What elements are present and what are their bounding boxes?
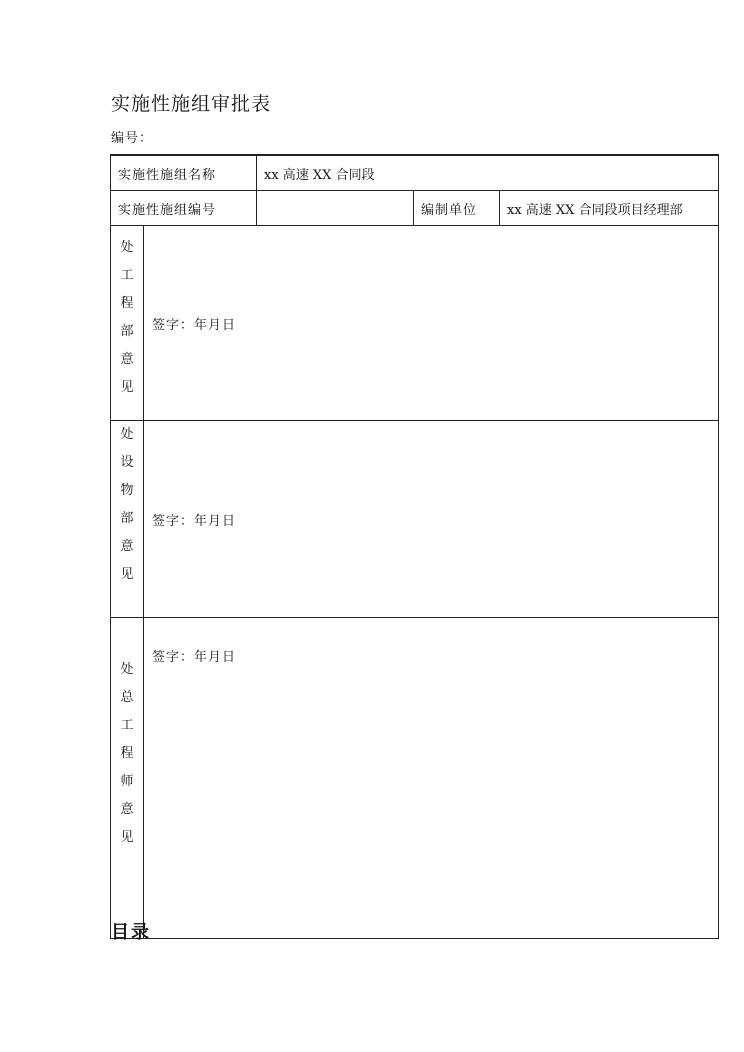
- engineering-dept-label: [111, 226, 144, 421]
- equipment-dept-signature[interactable]: 签字：年月日: [144, 421, 719, 618]
- label-char: 程: [120, 296, 134, 311]
- label-char: 程: [120, 746, 134, 761]
- plan-name-value[interactable]: xx 高速 XX 合同段: [257, 156, 719, 191]
- plan-code-value[interactable]: [257, 191, 414, 226]
- label-char: 处: [120, 240, 134, 255]
- equipment-dept-opinion-row: [111, 421, 719, 618]
- document-title: 实施性施组审批表: [111, 93, 272, 115]
- approval-table: [110, 154, 719, 939]
- chief-engineer-label: [111, 618, 144, 939]
- label-char: 工: [120, 718, 134, 733]
- label-char: 工: [120, 268, 134, 283]
- plan-name-row: [111, 156, 719, 191]
- label-char: 意: [120, 802, 134, 817]
- chief-engineer-opinion-row: [111, 618, 719, 939]
- label-char: 师: [120, 774, 134, 789]
- label-char: 处: [120, 427, 134, 442]
- unit-value[interactable]: xx 高速 XX 合同段项目经理部: [500, 191, 719, 226]
- engineering-dept-signature[interactable]: 签字：年月日: [144, 226, 719, 421]
- equipment-dept-label: [111, 421, 144, 618]
- label-char: 部: [120, 324, 134, 339]
- label-char: 见: [120, 830, 134, 845]
- label-char: 物: [120, 483, 134, 498]
- label-char: 见: [120, 567, 134, 582]
- label-char: 见: [120, 380, 134, 395]
- document-number-label: 编号：: [111, 131, 154, 146]
- unit-label: 编制单位: [414, 191, 500, 226]
- label-char: 意: [120, 539, 134, 554]
- label-char: 意: [120, 352, 134, 367]
- label-char: 部: [120, 511, 134, 526]
- chief-engineer-signature[interactable]: 签字：年月日: [144, 618, 719, 939]
- plan-code-row: [111, 191, 719, 226]
- label-char: 处: [120, 662, 134, 677]
- toc-heading: 目录: [111, 922, 151, 943]
- plan-code-label: 实施性施组编号: [111, 191, 257, 226]
- label-char: 总: [120, 690, 134, 705]
- label-char: 设: [120, 455, 134, 470]
- plan-name-label: 实施性施组名称: [111, 156, 257, 191]
- engineering-dept-opinion-row: [111, 226, 719, 421]
